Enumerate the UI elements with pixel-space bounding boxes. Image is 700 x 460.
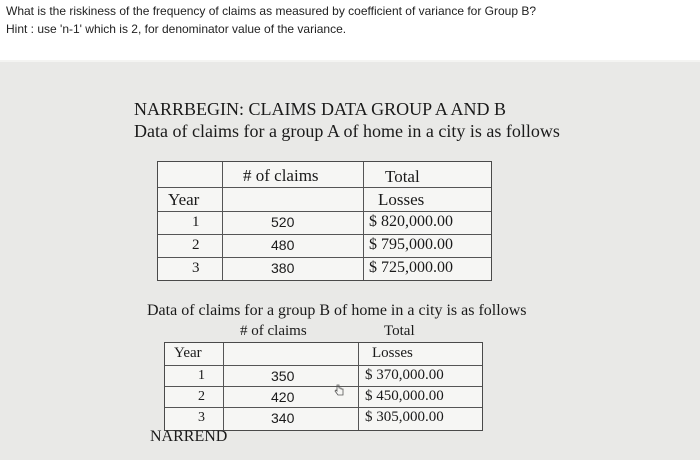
group-b-losses-cell: $ 370,000.00 <box>365 367 444 383</box>
group-a-year-cell: 2 <box>192 237 200 253</box>
narrend-marker: NARREND <box>150 428 228 445</box>
group-b-losses-cell: $ 305,000.00 <box>365 409 444 425</box>
group-a-total-header: Total <box>385 167 420 186</box>
group-b-year-cell: 1 <box>198 368 205 383</box>
group-b-claims-cell: 340 <box>271 410 295 426</box>
hint-text: Hint : use 'n-1' which is 2, for denominator value of the variance. <box>6 22 347 36</box>
group-a-year-cell: 1 <box>192 214 200 230</box>
subheading: Data of claims for a group A of home in a city is as follows <box>134 121 560 141</box>
document-photo <box>0 62 700 460</box>
question-block <box>0 0 700 60</box>
group-b-claims-header: # of claims <box>240 323 307 339</box>
group-b-claims-cell: 350 <box>271 368 295 384</box>
group-b-claims-cell: 420 <box>271 389 295 405</box>
group-a-losses-cell: $ 795,000.00 <box>369 236 453 253</box>
group-b-year-header: Year <box>174 345 202 361</box>
group-a-claims-cell: 380 <box>271 260 295 276</box>
group-b-losses-cell: $ 450,000.00 <box>365 388 444 404</box>
group-a-losses-header: Losses <box>378 190 425 209</box>
question-text: What is the riskiness of the frequency of claims as measured by coefficient of variance for Group B? <box>6 4 537 18</box>
hand-cursor-icon <box>333 384 345 396</box>
group-b-total-header: Total <box>384 323 415 339</box>
heading: NARRBEGIN: CLAIMS DATA GROUP A AND B <box>134 99 506 119</box>
group-a-claims-cell: 520 <box>271 214 295 230</box>
group-a-losses-cell: $ 820,000.00 <box>369 213 453 230</box>
group-b-table <box>164 342 483 431</box>
group-a-claims-cell: 480 <box>271 237 295 253</box>
group-a-table <box>157 161 492 281</box>
group-b-year-cell: 3 <box>198 410 205 425</box>
group-a-claims-header: # of claims <box>243 166 319 185</box>
group-a-year-header: Year <box>168 190 200 209</box>
group-a-year-cell: 3 <box>192 260 200 276</box>
group-b-caption: Data of claims for a group B of home in a city is as follows <box>147 302 527 319</box>
group-b-losses-header: Losses <box>372 345 413 361</box>
group-b-year-cell: 2 <box>198 389 205 404</box>
group-a-losses-cell: $ 725,000.00 <box>369 259 453 276</box>
